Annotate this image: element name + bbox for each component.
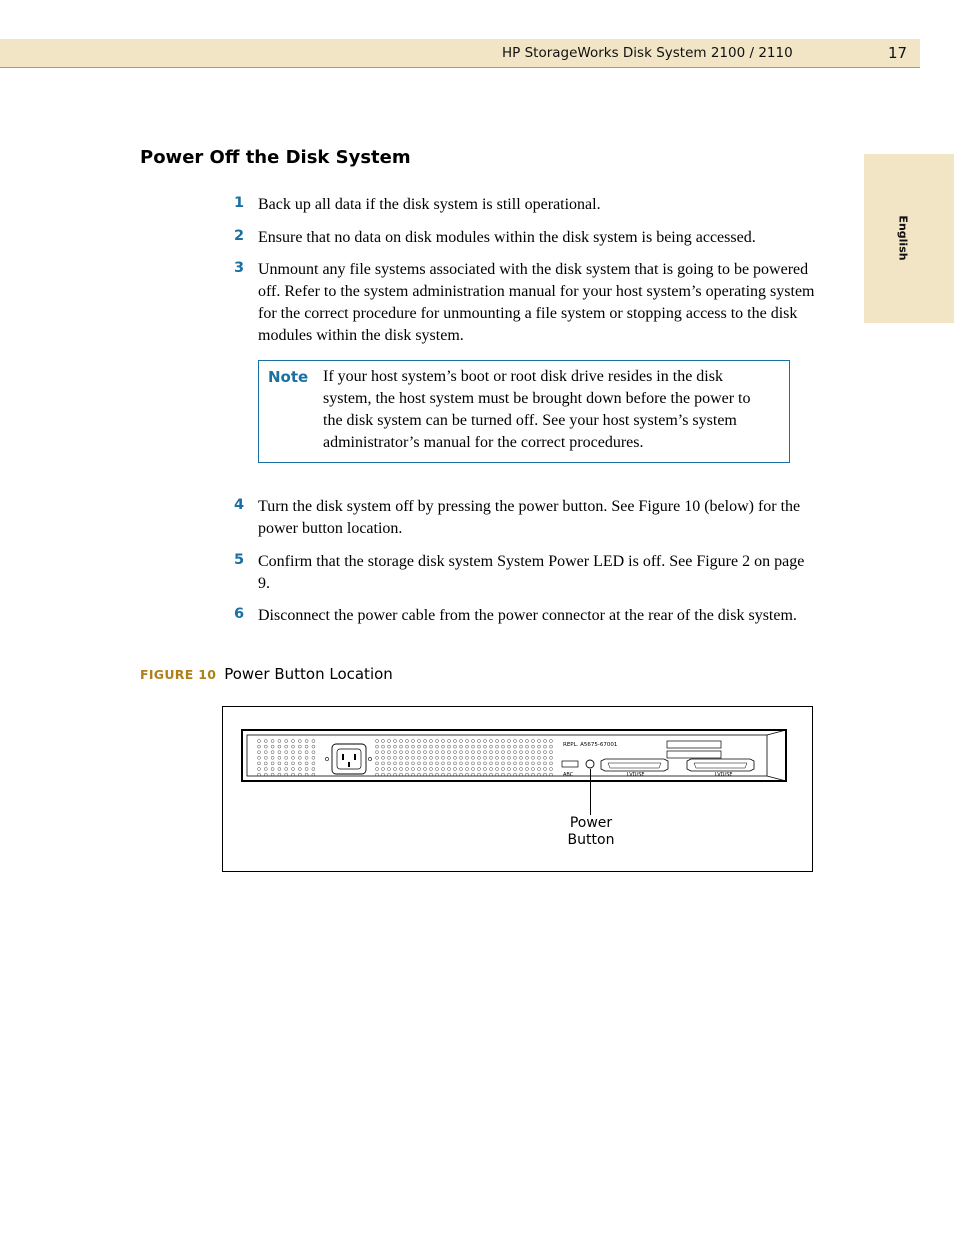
lvd-se-label-1: LVD/SE [627,772,645,778]
figure-number: FIGURE 10 [140,667,217,682]
step-text: Back up all data if the disk system is still operational. [258,196,601,213]
callout-line [590,769,591,815]
page-number: 17 [888,44,908,62]
callout-label [550,815,632,849]
header-title: HP StorageWorks Disk System 2100 / 2110 [502,45,793,61]
note-label: Note [268,368,309,386]
step-text: Disconnect the power cable from the power connector at the rear of the disk system. [258,607,797,624]
part-number-label: REPL. A5675-67001 [563,742,618,748]
note-box [258,360,790,463]
step-number: 2 [234,228,245,244]
figure-title: Power Button Location [224,665,393,683]
abc-label: ABC [563,772,574,778]
disk-system-rear-panel-illustration [241,728,789,784]
callout-label-line1: Power [569,815,613,831]
step-number: 3 [234,260,245,276]
step-text: Confirm that the storage disk system System Power LED is off. See Figure 2 on page 9. [258,553,805,592]
step-text: Unmount any file systems associated with the disk system that is going to be powered off. Refer to the system administration manual for your host system’s operating system for the correct procedure for unmounting a file system or stopping access to the disk modules within the disk system. [258,261,815,344]
lvd-se-label-2: LVD/SE [715,772,733,778]
section-heading: Power Off the Disk System [140,147,411,168]
step-number: 4 [234,497,245,513]
step-text: Turn the disk system off by pressing the power button. See Figure 10 (below) for the power button location. [258,498,801,537]
step-number: 5 [234,552,245,568]
note-text: If your host system’s boot or root disk drive resides in the disk system, the host system must be brought down before the power to the disk system can be turned off. See your host system’s system administrator’s manual for the correct procedures. [323,368,751,451]
figure-caption [140,665,393,684]
step-number: 6 [234,606,245,622]
step-number: 1 [234,195,245,211]
language-tab-label: English [896,215,910,261]
step-text: Ensure that no data on disk modules within the disk system is being accessed. [258,229,756,246]
callout-label-line2: Button [567,832,615,848]
